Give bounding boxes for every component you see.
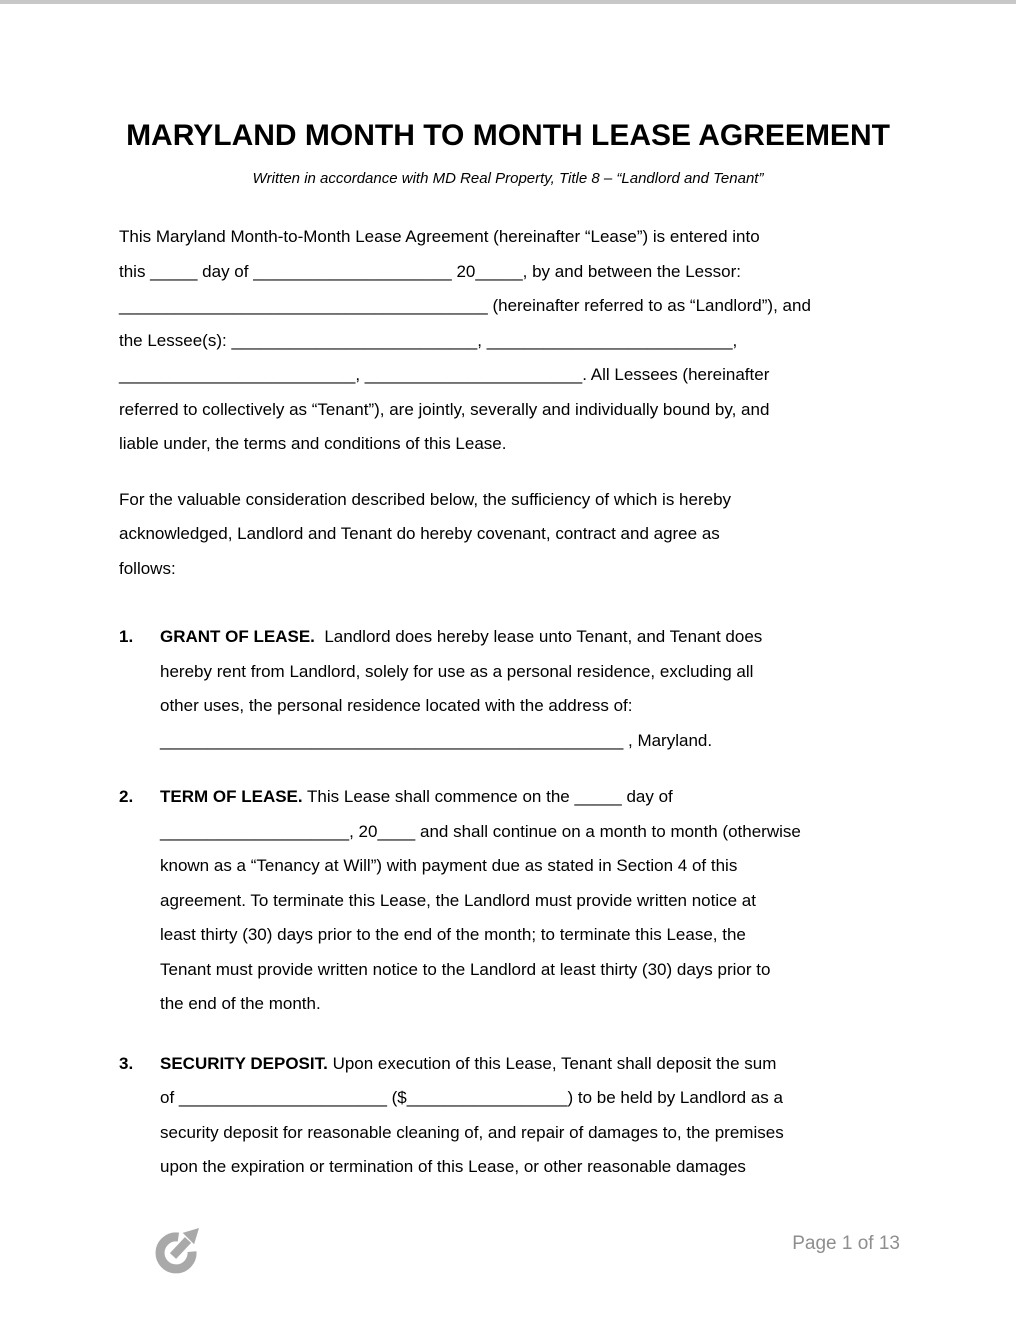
section-first-line — [160, 1047, 784, 1082]
text-line: liable under, the terms and conditions of this Lease. — [119, 434, 507, 453]
section-number: 3. — [119, 1053, 134, 1073]
section-first-line — [160, 780, 801, 815]
intro-paragraph — [119, 220, 1016, 462]
text-line: acknowledged, Landlord and Tenant do hereby covenant, contract and agree as — [119, 524, 720, 543]
document-page — [0, 118, 1016, 1254]
consideration-paragraph — [119, 483, 1016, 587]
section-grant-of-lease — [119, 620, 1016, 758]
text-line: For the valuable consideration described below, the sufficiency of which is hereby — [119, 489, 732, 509]
section-first-line — [160, 620, 762, 655]
text-line: follows: — [119, 558, 176, 578]
document-title: MARYLAND MONTH TO MONTH LEASE AGREEMENT — [126, 119, 890, 152]
page-indicator: Page 1 of 13 — [792, 1233, 900, 1254]
section-body — [160, 1047, 784, 1185]
section-term-of-lease — [119, 780, 1016, 1022]
section-body — [160, 780, 801, 1022]
section-title: GRANT OF LEASE. — [160, 627, 315, 646]
text-line: hereby rent from Landlord, solely for use as a personal residence, excluding all — [160, 661, 754, 681]
text-line: This Maryland Month-to-Month Lease Agreement (hereinafter “Lease”) is entered into — [119, 227, 760, 246]
section-security-deposit — [119, 1047, 1016, 1185]
section-first-line-text: Landlord does hereby lease unto Tenant, and Tenant does — [314, 627, 763, 646]
document-subtitle: Written in accordance with MD Real Property, Title 8 – “Landlord and Tenant” — [252, 170, 764, 187]
text-line: ____________________, 20____ and shall continue on a month to month (otherwise — [160, 821, 801, 841]
section-text — [160, 1081, 784, 1185]
text-line: _______________________________________ (hereinafter referred to as “Landlord”), and — [119, 296, 811, 315]
section-body — [160, 620, 762, 758]
text-line: referred to collectively as “Tenant”), are jointly, severally and individually bound by, and — [119, 399, 770, 419]
text-line: _________________________________________________ , Maryland. — [160, 730, 713, 750]
text-line: _________________________, _______________________. All Lessees (hereinafter — [119, 365, 770, 384]
section-first-line-text: Upon execution of this Lease, Tenant shall deposit the sum — [327, 1053, 777, 1073]
section-text — [160, 655, 762, 759]
text-line: the Lessee(s): __________________________, __________________________, — [119, 330, 738, 350]
section-first-line-text: This Lease shall commence on the _____ day of — [302, 787, 673, 806]
section-text — [160, 815, 801, 1022]
text-line: this _____ day of _____________________ 20_____, by and between the Lessor: — [119, 261, 741, 281]
text-line: agreement. To terminate this Lease, the Landlord must provide written notice at — [160, 890, 756, 910]
text-line: least thirty (30) days prior to the end of the month; to terminate this Lease, the — [160, 925, 746, 944]
section-number: 2. — [119, 787, 134, 806]
section-title: TERM OF LEASE. — [160, 787, 303, 806]
text-line: Tenant must provide written notice to the Landlord at least thirty (30) days prior to — [160, 959, 771, 979]
text-line: of ______________________ ($_________________) to be held by Landlord as a — [160, 1088, 783, 1107]
text-line: upon the expiration or termination of this Lease, or other reasonable damages — [160, 1157, 746, 1176]
text-line: known as a “Tenancy at Will”) with payment due as stated in Section 4 of this — [160, 856, 738, 875]
section-title: SECURITY DEPOSIT. — [160, 1053, 328, 1073]
window-top-border — [0, 0, 1016, 4]
text-line: other uses, the personal residence located with the address of: — [160, 696, 633, 715]
section-number: 1. — [119, 627, 134, 646]
text-line: security deposit for reasonable cleaning of, and repair of damages to, the premises — [160, 1122, 784, 1142]
text-line: the end of the month. — [160, 994, 321, 1013]
circular-arrow-logo-icon — [155, 1220, 201, 1274]
